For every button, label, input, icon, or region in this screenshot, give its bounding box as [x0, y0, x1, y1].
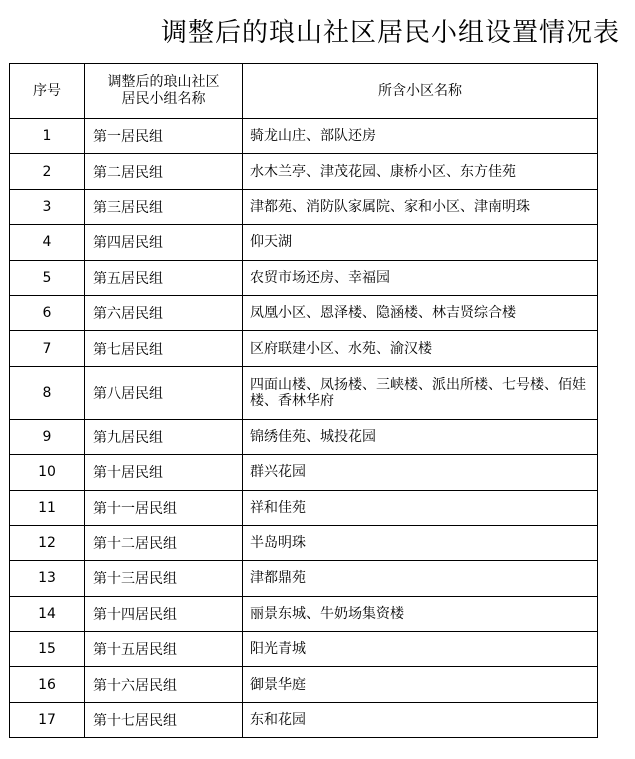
table-row — [10, 632, 598, 667]
row-group-name: 第十七居民组 — [85, 702, 243, 737]
table-row — [10, 561, 598, 596]
row-group-name: 第二居民组 — [85, 154, 243, 189]
row-group-name: 第九居民组 — [85, 419, 243, 454]
header-estates: 所含小区名称 — [243, 64, 598, 119]
row-number: 15 — [10, 632, 85, 667]
row-group-name: 第五居民组 — [85, 260, 243, 295]
row-group-name: 第十五居民组 — [85, 632, 243, 667]
row-number: 14 — [10, 596, 85, 631]
row-group-name: 第一居民组 — [85, 119, 243, 154]
table-row — [10, 295, 598, 330]
table-row — [10, 525, 598, 560]
row-estates: 水木兰亭、津茂花园、康桥小区、东方佳苑 — [243, 154, 598, 189]
row-number: 11 — [10, 490, 85, 525]
row-estates: 四面山楼、凤扬楼、三峡楼、派出所楼、七号楼、佰娃楼、香林华府 — [243, 366, 598, 419]
row-estates: 区府联建小区、水苑、渝汉楼 — [243, 331, 598, 366]
table-row — [10, 154, 598, 189]
table-body — [10, 119, 598, 738]
row-group-name: 第四居民组 — [85, 225, 243, 260]
community-groups-table — [9, 63, 598, 738]
row-estates: 半岛明珠 — [243, 525, 598, 560]
row-estates: 东和花园 — [243, 702, 598, 737]
row-group-name: 第三居民组 — [85, 189, 243, 224]
table-header-row — [10, 64, 598, 119]
row-group-name: 第六居民组 — [85, 295, 243, 330]
table-row — [10, 189, 598, 224]
row-number: 4 — [10, 225, 85, 260]
row-estates: 凤凰小区、恩泽楼、隐涵楼、林吉贤综合楼 — [243, 295, 598, 330]
table-row — [10, 225, 598, 260]
row-estates: 仰天湖 — [243, 225, 598, 260]
row-group-name: 第十六居民组 — [85, 667, 243, 702]
row-estates: 津都苑、消防队家属院、家和小区、津南明珠 — [243, 189, 598, 224]
header-group-name-line2: 居民小组名称 — [121, 91, 206, 107]
table-row — [10, 596, 598, 631]
row-group-name: 第七居民组 — [85, 331, 243, 366]
row-estates: 御景华庭 — [243, 667, 598, 702]
row-number: 16 — [10, 667, 85, 702]
table-row — [10, 667, 598, 702]
row-group-name: 第十二居民组 — [85, 525, 243, 560]
row-number: 9 — [10, 419, 85, 454]
row-number: 17 — [10, 702, 85, 737]
header-group-name — [85, 64, 243, 119]
row-group-name: 第八居民组 — [85, 366, 243, 419]
row-estates: 祥和佳苑 — [243, 490, 598, 525]
row-group-name: 第十三居民组 — [85, 561, 243, 596]
row-number: 2 — [10, 154, 85, 189]
table-row — [10, 490, 598, 525]
table-row — [10, 119, 598, 154]
row-estates: 丽景东城、牛奶场集资楼 — [243, 596, 598, 631]
table-row — [10, 455, 598, 490]
header-serial-number: 序号 — [10, 64, 85, 119]
row-estates: 群兴花园 — [243, 455, 598, 490]
row-number: 1 — [10, 119, 85, 154]
row-group-name: 第十四居民组 — [85, 596, 243, 631]
page-title: 调整后的琅山社区居民小组设置情况表 — [160, 18, 620, 48]
row-estates: 津都鼎苑 — [243, 561, 598, 596]
row-number: 5 — [10, 260, 85, 295]
row-number: 10 — [10, 455, 85, 490]
table-row — [10, 331, 598, 366]
row-number: 3 — [10, 189, 85, 224]
row-number: 6 — [10, 295, 85, 330]
row-group-name: 第十居民组 — [85, 455, 243, 490]
table-row — [10, 419, 598, 454]
row-estates: 农贸市场还房、幸福园 — [243, 260, 598, 295]
table-row — [10, 366, 598, 419]
row-group-name: 第十一居民组 — [85, 490, 243, 525]
row-estates: 阳光青城 — [243, 632, 598, 667]
row-number: 13 — [10, 561, 85, 596]
table-row — [10, 260, 598, 295]
row-number: 7 — [10, 331, 85, 366]
row-number: 8 — [10, 366, 85, 419]
row-estates: 骑龙山庄、部队还房 — [243, 119, 598, 154]
table-row — [10, 702, 598, 737]
header-group-name-line1: 调整后的琅山社区 — [107, 74, 220, 90]
row-estates: 锦绣佳苑、城投花园 — [243, 419, 598, 454]
row-number: 12 — [10, 525, 85, 560]
